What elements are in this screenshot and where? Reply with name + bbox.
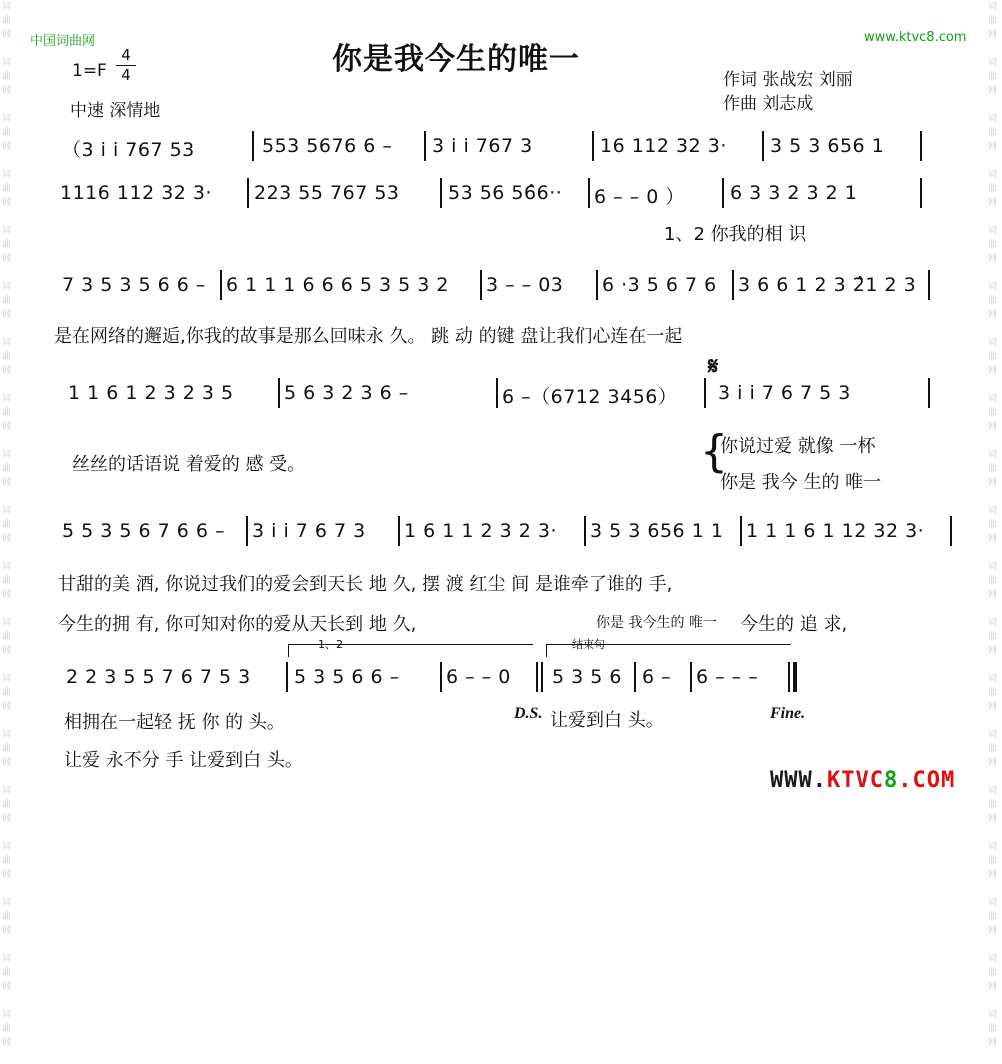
time-denominator: 4 [121, 66, 131, 84]
measure: 6 – – – [696, 666, 759, 688]
barline [278, 378, 280, 408]
lyric-line: 丝丝的话语说 着爱的 感 受。 [72, 454, 306, 475]
verse-brace: { [700, 426, 728, 477]
song-title: 你是我今生的唯一 [332, 42, 580, 77]
lyric-small: 你是 我今生的 唯一 [596, 615, 717, 631]
measure: 2 2 3 5 5 7 6 7 5 3 [66, 666, 251, 688]
final-barline-thin [788, 662, 790, 692]
barline [704, 378, 706, 408]
measure: 3 – – 03 [486, 274, 564, 296]
barline [722, 178, 724, 208]
measure: 5 3 5 6 6 – [294, 666, 400, 688]
measure: 1 1 1 6 1 12 32 3· [746, 520, 925, 542]
measure: （3 i i 767 53 [62, 139, 195, 161]
barline [596, 270, 598, 300]
barline [762, 131, 764, 161]
measure: 1116 112 32 3· [60, 182, 213, 204]
barline [740, 516, 742, 546]
measure: 553 5676 6 – [262, 135, 393, 157]
measure: 6 – – 0 [446, 666, 511, 688]
credits [723, 68, 853, 116]
measure: 3 i i 7 6 7 3 [252, 520, 366, 542]
lyric-line: 相拥在一起轻 抚 你 的 头。 [64, 712, 285, 733]
measure: 1 1 6 1 2 3 2 3 5 [68, 382, 234, 404]
measure: 5 6 3 2 3 6 – [284, 382, 409, 404]
measure: 3 6 6 1 2 3 2̂1 2 3 [738, 274, 917, 296]
lyricist-credit: 作词 张战宏 刘丽 [723, 70, 853, 90]
brand-number: 8 [883, 768, 899, 793]
barline [480, 270, 482, 300]
barline [732, 270, 734, 300]
lyric-line: 让爱到白 头。 [550, 710, 664, 731]
barline [950, 516, 952, 546]
barline [496, 378, 498, 408]
ending-label: 结束句 [572, 638, 605, 651]
lyric-verse-2: 你是 我今 生的 唯一 [720, 472, 882, 493]
volta-label: 1、2 [318, 638, 343, 651]
lyric-line: 今生的 追 求, [740, 614, 848, 635]
barline [252, 131, 254, 161]
barline [588, 178, 590, 208]
measure: 1 6 1 1 2 3 2 3· [404, 520, 558, 542]
barline [690, 662, 692, 692]
lyric-verse-1: 你说过爱 就像 一杯 [720, 436, 876, 457]
measure: 6 –（6712 3456） [502, 386, 678, 408]
measure: 3 5 3 656 1 [770, 135, 885, 157]
measure: 6 3 3 2 3 2 1 [730, 182, 858, 204]
site-watermark-right: www.ktvc8.com [864, 30, 967, 45]
barline [440, 662, 442, 692]
tempo-marking: 中速 深情地 [70, 101, 161, 121]
measure: 3 i i 7 6 7 5 3 [718, 382, 851, 404]
lyric-line: 今生的拥 有, 你可知对你的爱从天长到 地 久, [58, 614, 417, 635]
measure: 53 56 56̂6·· [448, 182, 563, 204]
barline [928, 270, 930, 300]
barline [398, 516, 400, 546]
lyric-line: 1、2 你我的相 识 [664, 224, 807, 245]
measure: 3 i i 767 3 [432, 135, 533, 157]
brand-name: KTVC [826, 768, 884, 793]
measure: 16 112 32 3· [600, 135, 727, 157]
composer-credit: 作曲 刘志成 [723, 94, 814, 114]
lyric-line: 甘甜的美 酒, 你说过我们的爱会到天长 地 久, 摆 渡 红尘 间 是谁牵了谁的 手, [58, 574, 673, 595]
segno-sign: 𝄋 [708, 352, 719, 380]
repeat-barline [536, 662, 538, 692]
brand-suffix: .COM [898, 768, 956, 793]
measure: 7 3 5 3 5 6 6 – [62, 274, 206, 296]
brand-prefix: WWW. [770, 768, 827, 793]
measure: 6 – – 0 ） [594, 186, 685, 208]
barline [634, 662, 636, 692]
barline [592, 131, 594, 161]
site-watermark-left: 中国词曲网 [30, 34, 96, 49]
ds-marking: D.S. [514, 705, 543, 722]
barline [220, 270, 222, 300]
repeat-barline [541, 662, 543, 692]
measure: 6 – [642, 666, 672, 688]
barline [247, 178, 249, 208]
fine-marking: Fine. [770, 705, 806, 722]
barline [246, 516, 248, 546]
measure: 5 3 5 6 [552, 666, 622, 688]
lyric-line: 让爱 永不分 手 让爱到白 头。 [64, 750, 303, 771]
barline [286, 662, 288, 692]
barline [424, 131, 426, 161]
left-watermark-column: 词 曲 网 词 曲 网 词 曲 网 词 曲 网 词 曲 网 词 曲 网 词 曲 网 词 曲 网 词 曲 网 词 曲 网 词 曲 网 词 曲 网 词 曲 网 词 曲 网 词 曲 网 词 曲 网 词 曲 网 词 曲 网 词 曲 网 [2, 2, 12, 1048]
measure: 6 1 1 1 6 6 6 5 3 5 3 2 [226, 274, 449, 296]
measure: 6 ·3 5 6 7 6 [602, 274, 717, 296]
barline [584, 516, 586, 546]
lyric-line: 是在网络的邂逅,你我的故事是那么回味永 久。 跳 动 的键 盘让我们心连在一起 [54, 326, 683, 347]
key-signature: 1=F [72, 61, 107, 81]
measure: 3 5 3 656 1 1 [590, 520, 724, 542]
barline [920, 178, 922, 208]
final-barline-thick [793, 662, 797, 692]
time-numerator: 4 [121, 46, 131, 64]
barline [440, 178, 442, 208]
time-signature [116, 47, 136, 84]
measure: 223 55 767 53 [254, 182, 400, 204]
barline [928, 378, 930, 408]
right-watermark-column: 词 曲 网 词 曲 网 词 曲 网 词 曲 网 词 曲 网 词 曲 网 词 曲 网 词 曲 网 词 曲 网 词 曲 网 词 曲 网 词 曲 网 词 曲 网 词 曲 网 词 曲 网 词 曲 网 词 曲 网 词 曲 网 词 曲 网 [988, 2, 998, 1048]
measure: 5 5 3 5 6 7 6 6 – [62, 520, 226, 542]
barline [920, 131, 922, 161]
site-brand-logo [770, 768, 955, 793]
